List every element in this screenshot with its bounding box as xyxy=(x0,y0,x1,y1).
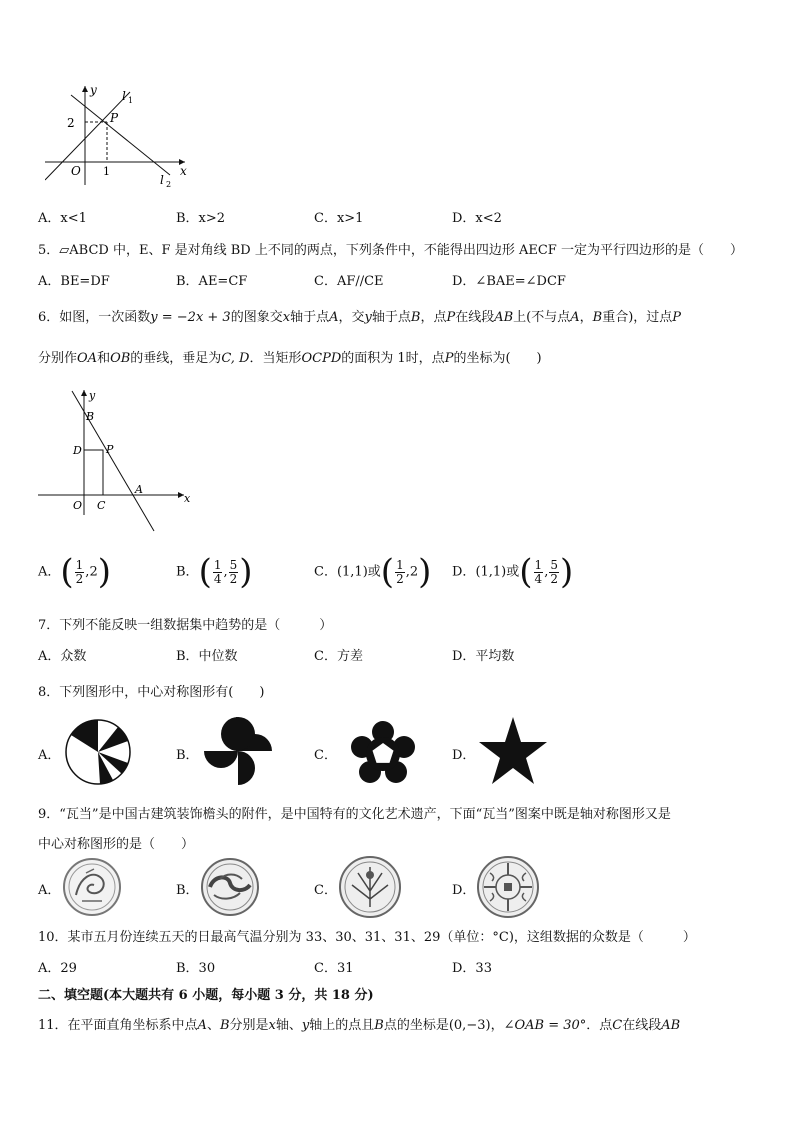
q8-option-a-label[interactable]: A． xyxy=(38,748,61,763)
label-l2: l xyxy=(160,173,164,187)
q8-star-shape[interactable] xyxy=(477,715,549,787)
q10-option-a[interactable]: A．29 xyxy=(38,961,77,976)
q4-option-d[interactable]: D．x<2 xyxy=(452,211,502,226)
q4-option-c[interactable]: C．x>1 xyxy=(314,211,364,226)
q9-option-d-label[interactable]: D． xyxy=(452,883,476,898)
q6-stem-line1: 6．如图，一次函数y = −2x + 3的图象交x轴于点A，交y轴于点B，点P在线段AB上(不与点A，B重合)，过点P xyxy=(38,310,682,325)
svg-text:D: D xyxy=(73,444,82,457)
q6-option-b[interactable]: B．( $\frac{1}{4}$ , $\frac{5}{2}$ ) xyxy=(176,552,253,592)
q6-stem-line2: 分别作OA和OB的垂线，垂足为C, D．当矩形OCPD的面积为 1时，点P的坐标为( ) xyxy=(38,351,542,366)
q4-figure xyxy=(45,80,200,190)
q8-pinwheel-shape[interactable] xyxy=(202,715,274,787)
q9-wadang-d-image[interactable] xyxy=(476,855,540,919)
rect-ocpd xyxy=(84,450,103,495)
q7-option-d[interactable]: D．平均数 xyxy=(452,649,515,664)
svg-text:A: A xyxy=(135,483,143,496)
q8-option-b-label[interactable]: B． xyxy=(176,748,199,763)
q5-option-d[interactable]: D．∠BAE=∠DCF xyxy=(452,274,566,289)
q5-option-c[interactable]: C．AF//CE xyxy=(314,274,384,289)
svg-text:B: B xyxy=(86,410,95,423)
label-l2-sub: 2 xyxy=(166,180,172,189)
svg-text:P: P xyxy=(106,443,114,456)
line-l2 xyxy=(71,95,170,175)
label-x: x xyxy=(180,164,187,178)
q10-stem: 10．某市五月份连续五天的日最高气温分别为 33、30、31、31、29（单位：°C)，这组数据的众数是（ ） xyxy=(38,930,696,945)
label-two: 2 xyxy=(67,116,75,130)
q9-option-a-label[interactable]: A． xyxy=(38,883,61,898)
q5-option-b[interactable]: B．AE=CF xyxy=(176,274,248,289)
svg-text:C: C xyxy=(97,499,106,512)
q9-wadang-a-image[interactable] xyxy=(62,857,122,917)
q10-option-c[interactable]: C．31 xyxy=(314,961,354,976)
label-p: P xyxy=(110,111,119,125)
q9-stem-line1: 9．“瓦当”是中国古建筑装饰檐头的附件，是中国特有的文化艺术遗产，下面“瓦当”图案中既是轴对称图形又是 xyxy=(38,807,671,822)
q6-option-a[interactable]: A．( $\frac{1}{2}$ ,2) xyxy=(38,552,111,592)
q8-option-c-label[interactable]: C． xyxy=(314,748,337,763)
q6-option-c[interactable]: C．(1,1)或( $\frac{1}{2}$ ,2) xyxy=(314,552,432,592)
q5-stem: 5．▱ABCD 中，E、F 是对角线 BD 上不同的两点，下列条件中，不能得出四边形 AECF 一定为平行四边形的是（ ） xyxy=(38,243,743,258)
q10-option-b[interactable]: B．30 xyxy=(176,961,216,976)
svg-text:y: y xyxy=(89,389,96,402)
q7-stem: 7．下列不能反映一组数据集中趋势的是（ ） xyxy=(38,618,333,633)
label-y: y xyxy=(90,83,97,97)
svg-text:x: x xyxy=(184,492,191,505)
line-l1 xyxy=(45,92,130,180)
q8-pentagon-flower-shape[interactable] xyxy=(348,719,418,787)
q9-wadang-c-image[interactable] xyxy=(338,855,402,919)
q9-option-b-label[interactable]: B． xyxy=(176,883,199,898)
q11-stem: 11．在平面直角坐标系中点A、B分别是x轴、y轴上的点且B点的坐标是(0,−3)，∠OAB = 30°．点C在线段AB xyxy=(38,1018,681,1033)
q9-wadang-b-image[interactable] xyxy=(200,857,260,917)
q7-option-c[interactable]: C．方差 xyxy=(314,649,363,664)
q9-stem-line2: 中心对称图形的是（ ） xyxy=(38,837,195,852)
q4-option-a[interactable]: A．x<1 xyxy=(38,211,87,226)
q4-option-b[interactable]: B．x>2 xyxy=(176,211,226,226)
svg-text:O: O xyxy=(73,499,83,512)
q8-option-d-label[interactable]: D． xyxy=(452,748,476,763)
q10-option-d[interactable]: D．33 xyxy=(452,961,492,976)
q5-option-a[interactable]: A．BE=DF xyxy=(38,274,110,289)
section-2-heading: 二、填空题(本大题共有 6 小题，每小题 3 分，共 18 分) xyxy=(38,988,374,1003)
label-l1: l xyxy=(122,89,126,103)
label-o: O xyxy=(71,164,81,178)
q9-option-c-label[interactable]: C． xyxy=(314,883,337,898)
q8-stem: 8．下列图形中，中心对称图形有( ) xyxy=(38,685,265,700)
q6-figure xyxy=(34,385,199,535)
q8-circle-sectors-shape[interactable] xyxy=(64,717,134,787)
q7-option-a[interactable]: A．众数 xyxy=(38,649,87,664)
q6-option-d[interactable]: D．(1,1)或( $\frac{1}{4}$ , $\frac{5}{2}$ ) xyxy=(452,552,574,592)
q7-option-b[interactable]: B．中位数 xyxy=(176,649,238,664)
label-one: 1 xyxy=(103,165,110,178)
label-l1-sub: 1 xyxy=(128,96,134,105)
